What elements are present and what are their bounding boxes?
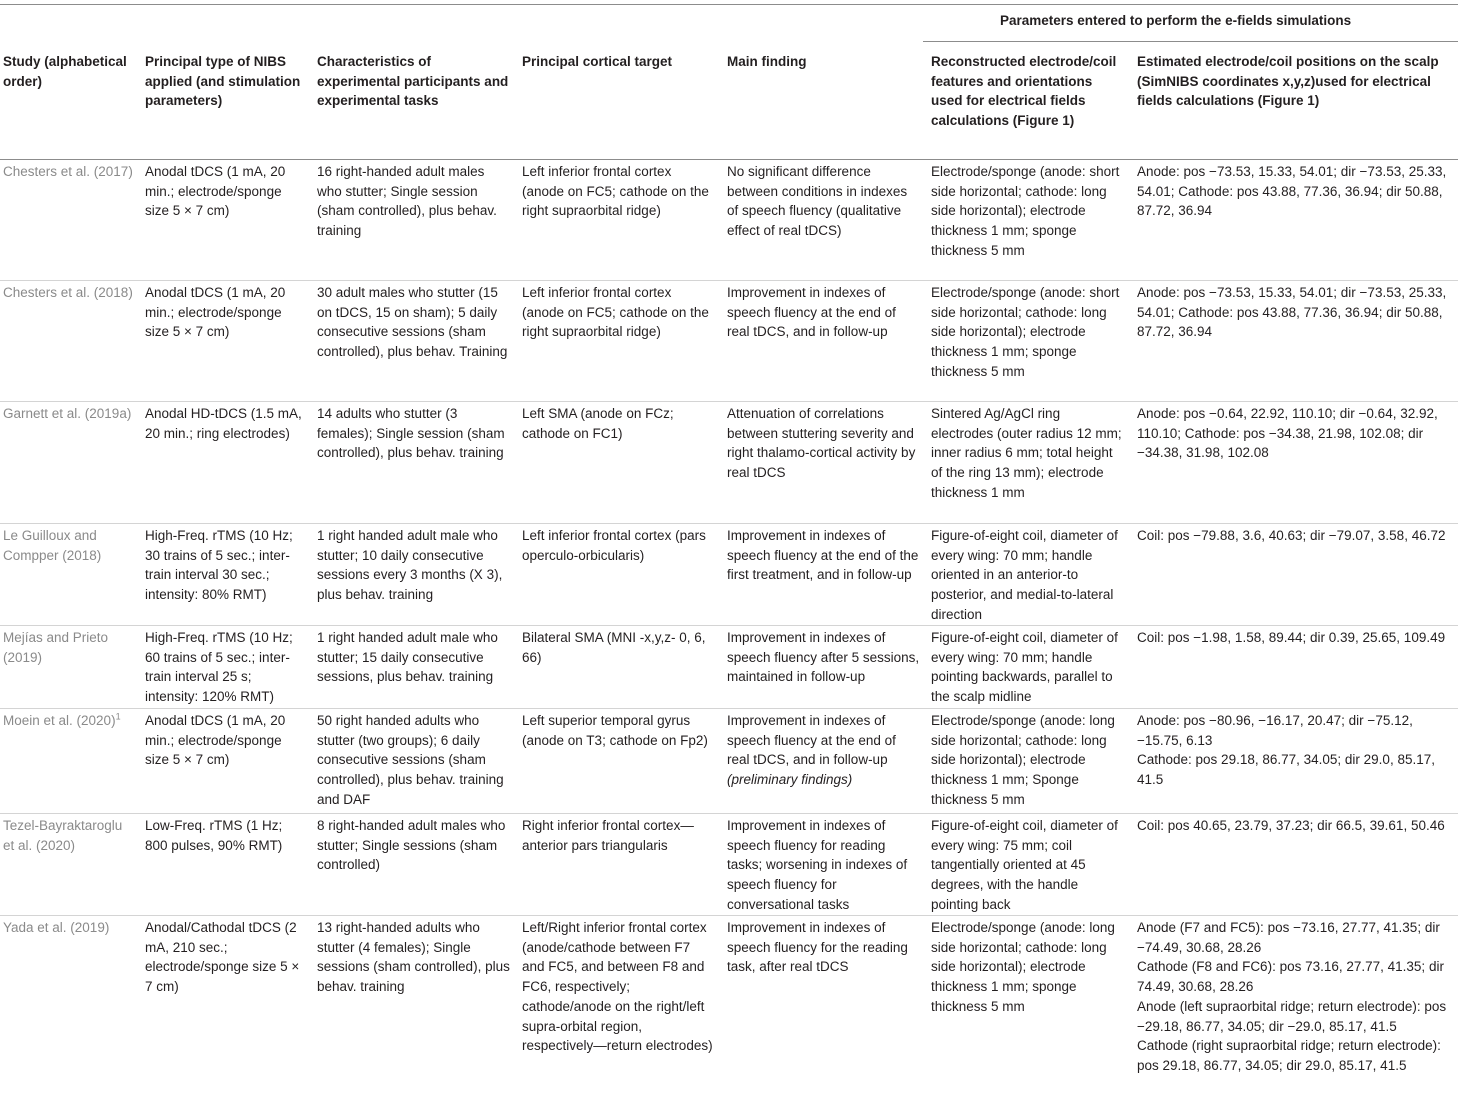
parameters-rule (923, 41, 1458, 42)
nibs-cell: Anodal/Cathodal tDCS (2 mA, 210 sec.; electrode/sponge size 5 × 7 cm) (145, 920, 300, 995)
participants-cell: 1 right handed adult male who stutter; 10 daily consecutive sessions every 3 months (X 3), plus behav. training (314, 524, 519, 626)
finding-cell (724, 709, 928, 814)
target-cell: Left inferior frontal cortex (pars operculo-orbicularis) (519, 524, 724, 626)
features-cell: Figure-of-eight coil, diameter of every wing: 70 mm; handle oriented in an anterior-to posterior, and medial-to-lateral direction (928, 524, 1134, 626)
table-row (0, 626, 1458, 709)
positions-cell: Coil: pos −79.88, 3.6, 40.63; dir −79.07, 3.58, 46.72 (1134, 524, 1458, 626)
target-cell: Left inferior frontal cortex (anode on FC5; cathode on the right supraorbital ridge) (519, 281, 724, 402)
participants-cell: 1 right handed adult male who stutter; 15 daily consecutive sessions, plus behav. training (314, 626, 519, 709)
positions-cell (1134, 709, 1458, 814)
features-cell: Sintered Ag/AgCl ring electrodes (outer radius 12 mm; inner radius 6 mm; total height of the ring 13 mm); electrode thickness 1 mm (928, 402, 1134, 524)
position-line: Anode (left supraorbital ridge; return electrode): pos −29.18, 86.77, 34.05; dir −29.0, 85.17, 41.5 (1137, 998, 1447, 1034)
studies-table (0, 52, 1458, 1076)
table-row (0, 916, 1458, 1076)
positions-cell: Anode: pos −73.53, 15.33, 54.01; dir −73.53, 25.33, 54.01; Cathode: pos 43.88, 77.36, 36.94; dir 50.88, 87.72, 36.94 (1134, 281, 1458, 402)
features-cell: Electrode/sponge (anode: long side horizontal; cathode: long side horizontal); electrode thickness 1 mm; Sponge thickness 5 mm (928, 709, 1134, 814)
position-line: Cathode: pos 29.18, 86.77, 34.05; dir 29.0, 85.17, 41.5 (1137, 752, 1435, 788)
table-row (0, 160, 1458, 281)
position-line: Anode: pos −80.96, −16.17, 20.47; dir −75.12, −15.75, 6.13 (1137, 713, 1413, 748)
study-link[interactable]: Mejías and Prieto (2019) (3, 630, 109, 665)
positions-cell: Coil: pos 40.65, 23.79, 37.23; dir 66.5, 39.61, 50.46 (1134, 814, 1458, 916)
study-cell[interactable] (0, 281, 142, 402)
finding-cell: Improvement in indexes of speech fluency for reading tasks; worsening in indexes of speech fluency for conversational tasks (724, 814, 928, 916)
features-cell: Figure-of-eight coil, diameter of every wing: 75 mm; coil tangentially oriented at 45 degrees, with the handle pointing back (928, 814, 1134, 916)
positions-cell (1134, 916, 1458, 1076)
positions-cell: Anode: pos −73.53, 15.33, 54.01; dir −73.53, 25.33, 54.01; Cathode: pos 43.88, 77.36, 36.94; dir 50.88, 87.72, 36.94 (1134, 160, 1458, 281)
participants-cell: 14 adults who stutter (3 females); Single session (sham controlled), plus behav. training (314, 402, 519, 524)
col-header-positions: Estimated electrode/coil positions on the scalp (SimNIBS coordinates x,y,z)used for electrical fields calculations (Figure 1) (1134, 52, 1458, 160)
finding-note: (preliminary findings) (727, 772, 853, 788)
positions-cell: Anode: pos −0.64, 22.92, 110.10; dir −0.64, 32.92, 110.10; Cathode: pos −34.38, 21.98, 102.08; dir −34.38, 31.98, 102.08 (1134, 402, 1458, 524)
study-link[interactable]: Tezel-Bayraktaroglu et al. (2020) (3, 818, 123, 853)
study-link[interactable]: Moein et al. (2020) (3, 713, 116, 728)
col-header-features: Reconstructed electrode/coil features and orientations used for electrical fields calculations (Figure 1) (928, 52, 1134, 160)
study-cell[interactable] (0, 402, 142, 524)
participants-cell: 16 right-handed adult males who stutter; Single session (sham controlled), plus behav. training (314, 160, 519, 281)
positions-cell: Coil: pos −1.98, 1.58, 89.44; dir 0.39, 25.65, 109.49 (1134, 626, 1458, 709)
participants-cell: 8 right-handed adult males who stutter; Single sessions (sham controlled) (314, 814, 519, 916)
target-cell: Left SMA (anode on FCz; cathode on FC1) (519, 402, 724, 524)
target-cell: Bilateral SMA (MNI -x,y,z- 0, 6, 66) (519, 626, 724, 709)
features-cell: Electrode/sponge (anode: short side horizontal; cathode: long side horizontal); electrode thickness 1 mm; sponge thickness 5 mm (928, 281, 1134, 402)
col-header-study: Study (alphabetical order) (0, 52, 142, 160)
col-header-finding: Main finding (724, 52, 928, 160)
participants-cell: 50 right handed adults who stutter (two groups); 6 daily consecutive sessions (sham controlled), plus behav. training and DAF (314, 709, 519, 814)
position-line: Cathode (F8 and FC6): pos 73.16, 27.77, 41.35; dir 74.49, 30.68, 28.26 (1137, 959, 1444, 995)
target-cell: Left/Right inferior frontal cortex (anode/cathode between F7 and FC5, and between F8 and FC6, respectively; cathode/anode on the right/left supra-orbital region, respectively—return electrodes) (522, 920, 713, 1054)
target-cell: Left superior temporal gyrus (anode on T3; cathode on Fp2) (519, 709, 724, 814)
finding-cell: Improvement in indexes of speech fluency for the reading task, after real tDCS (727, 920, 908, 975)
study-cell[interactable] (0, 709, 142, 814)
finding-cell: No significant difference between conditions in indexes of speech fluency (qualitative effect of real tDCS) (724, 160, 928, 281)
top-rule (0, 4, 1458, 5)
nibs-cell: High-Freq. rTMS (10 Hz; 60 trains of 5 sec.; inter-train interval 25 s; intensity: 120% RMT) (142, 626, 314, 709)
table-row (0, 402, 1458, 524)
table-row (0, 281, 1458, 402)
features-cell: Figure-of-eight coil, diameter of every wing: 70 mm; handle pointing backwards, parallel to the scalp midline (928, 626, 1134, 709)
footnote-marker[interactable]: 1 (115, 711, 121, 722)
study-cell[interactable] (0, 160, 142, 281)
study-link[interactable]: Chesters et al. (2018) (3, 285, 133, 300)
participants-cell: 13 right-handed adults who stutter (4 females); Single sessions (sham controlled), plus behav. training (317, 920, 510, 995)
finding-cell: Improvement in indexes of speech fluency at the end of the first treatment, and in follow-up (724, 524, 928, 626)
col-header-participants: Characteristics of experimental participants and experimental tasks (314, 52, 519, 160)
nibs-cell: Anodal tDCS (1 mA, 20 min.; electrode/sponge size 5 × 7 cm) (142, 709, 314, 814)
parameters-heading: Parameters entered to perform the e-fields simulations (1000, 13, 1352, 28)
table-row (0, 709, 1458, 814)
col-header-target: Principal cortical target (519, 52, 724, 160)
finding-cell: Attenuation of correlations between stuttering severity and right thalamo-cortical activity by real tDCS (724, 402, 928, 524)
nibs-cell: Anodal HD-tDCS (1.5 mA, 20 min.; ring electrodes) (142, 402, 314, 524)
position-line: Anode (F7 and FC5): pos −73.16, 27.77, 41.35; dir −74.49, 30.68, 28.26 (1137, 920, 1440, 955)
table-row (0, 814, 1458, 916)
nibs-cell: Anodal tDCS (1 mA, 20 min.; electrode/sponge size 5 × 7 cm) (142, 281, 314, 402)
col-header-nibs: Principal type of NIBS applied (and stimulation parameters) (142, 52, 314, 160)
nibs-cell: High-Freq. rTMS (10 Hz; 30 trains of 5 sec.; inter-train interval 30 sec.; intensity: 80% RMT) (142, 524, 314, 626)
features-cell: Electrode/sponge (anode: short side horizontal; cathode: long side horizontal); electrode thickness 1 mm; sponge thickness 5 mm (928, 160, 1134, 281)
study-link[interactable]: Le Guilloux and Compper (2018) (3, 528, 102, 563)
study-cell[interactable] (0, 524, 142, 626)
study-link[interactable]: Garnett et al. (2019a) (3, 406, 132, 421)
target-cell: Left inferior frontal cortex (anode on FC5; cathode on the right supraorbital ridge) (519, 160, 724, 281)
nibs-cell: Anodal tDCS (1 mA, 20 min.; electrode/sponge size 5 × 7 cm) (142, 160, 314, 281)
position-line: Cathode (right supraorbital ridge; return electrode): pos 29.18, 86.77, 34.05; dir 29.0, 85.17, 41.5 (1137, 1038, 1441, 1073)
finding-cell: Improvement in indexes of speech fluency at the end of real tDCS, and in follow-up (724, 281, 928, 402)
finding-cell: Improvement in indexes of speech fluency after 5 sessions, maintained in follow-up (724, 626, 928, 709)
table-row (0, 524, 1458, 626)
target-cell: Right inferior frontal cortex—anterior pars triangularis (519, 814, 724, 916)
nibs-cell: Low-Freq. rTMS (1 Hz; 800 pulses, 90% RMT) (142, 814, 314, 916)
study-cell[interactable] (0, 916, 142, 1076)
participants-cell: 30 adult males who stutter (15 on tDCS, 15 on sham); 5 daily consecutive sessions (sham controlled), plus behav. Training (314, 281, 519, 402)
study-link[interactable]: Yada et al. (2019) (3, 920, 110, 935)
study-link[interactable]: Chesters et al. (2017) (3, 164, 133, 179)
features-cell: Electrode/sponge (anode: long side horizontal; cathode: long side horizontal); electrode thickness 1 mm; sponge thickness 5 mm (931, 920, 1115, 1014)
study-cell[interactable] (0, 626, 142, 709)
header-row (0, 52, 1458, 160)
finding-text: Improvement in indexes of speech fluency at the end of real tDCS, and in follow-up (727, 713, 896, 768)
study-cell[interactable] (0, 814, 142, 916)
